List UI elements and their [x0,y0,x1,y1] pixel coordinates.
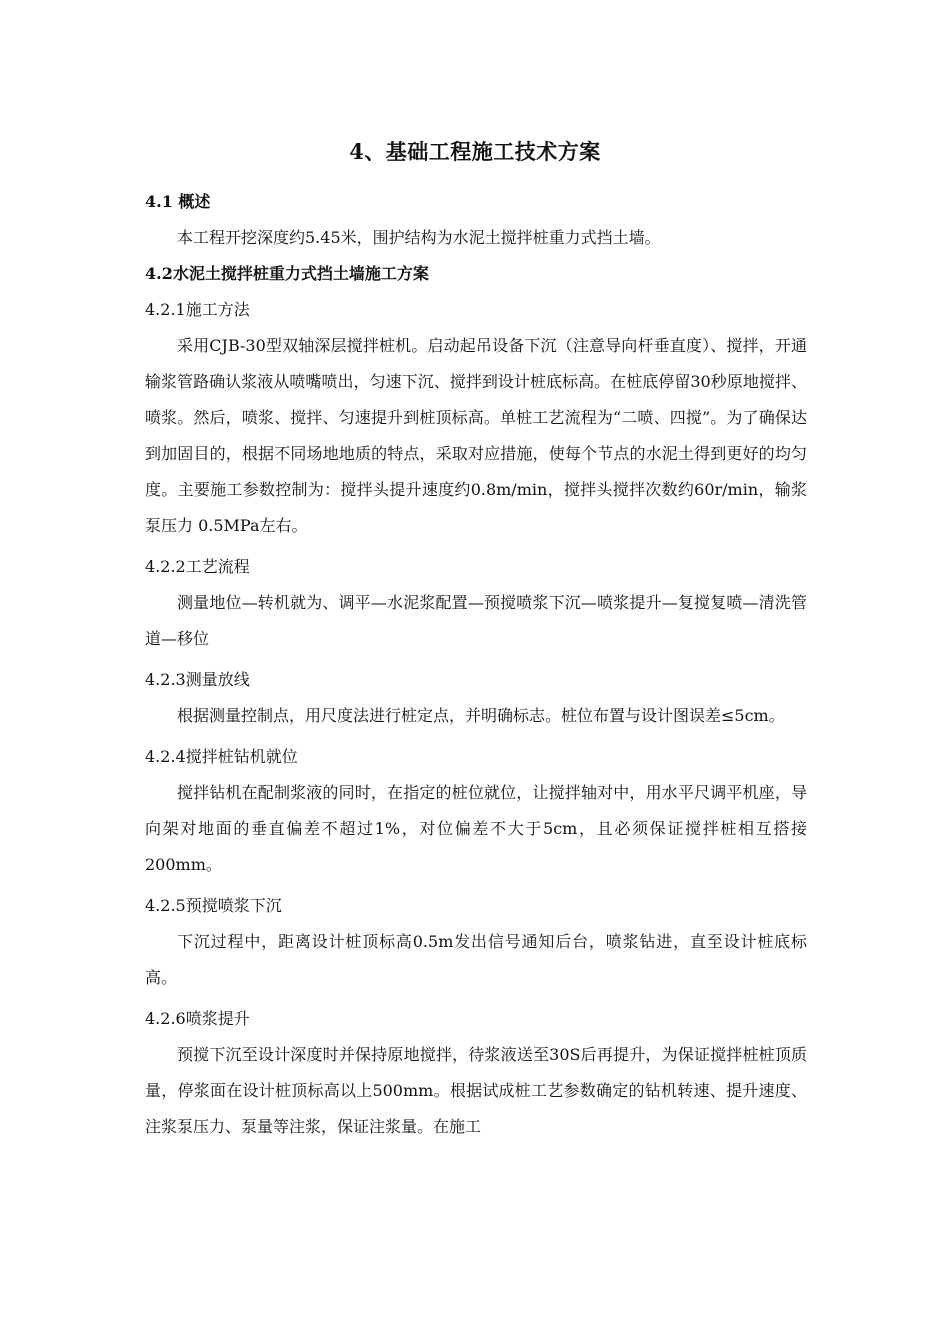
paragraph-survey-layout: 根据测量控制点，用尺度法进行桩定点，并明确标志。桩位布置与设计图误差≤5cm。 [177,706,785,725]
subsection-heading-4-2-6: 4.2.6喷浆提升 [145,1009,250,1028]
paragraph-pre-stir-sinking: 下沉过程中，距离设计桩顶标高0.5m发出信号通知后台，喷浆钻进，直至设计桩底标高。 [145,932,807,987]
subsection-heading-4-2-4: 4.2.4搅拌桩钻机就位 [145,747,298,766]
subsection-heading-4-2-3: 4.2.3测量放线 [145,670,250,689]
paragraph-rig-positioning: 搅拌钻机在配制浆液的同时，在指定的桩位就位，让搅拌轴对中，用水平尺调平机座，导向架对地面的垂直偏差不超过1%，对位偏差不大于5cm，且必须保证搅拌桩相互搭接200mm。 [145,783,807,874]
document-title: 4、基础工程施工技术方案 [349,139,601,164]
subsection-heading-4-2-1: 4.2.1施工方法 [145,300,250,319]
paragraph-process-flow: 测量地位—转机就为、调平—水泥浆配置—预搅喷浆下沉—喷浆提升—复搅复喷—清洗管道—移位 [145,593,807,648]
subsection-heading-4-2-2: 4.2.2工艺流程 [145,557,250,576]
section-heading-4-1: 4.1 概述 [145,192,211,211]
section-heading-4-2: 4.2水泥土搅拌桩重力式挡土墙施工方案 [145,264,429,283]
paragraph-overview: 本工程开挖深度约5.45米，围护结构为水泥土搅拌桩重力式挡土墙。 [177,228,661,247]
document-body [145,188,807,1154]
subsection-heading-4-2-5: 4.2.5预搅喷浆下沉 [145,896,282,915]
paragraph-grout-lifting: 预搅下沉至设计深度时并保持原地搅拌，待浆液送至30S后再提升，为保证搅拌桩桩顶质量，停浆面在设计桩顶标高以上500mm。根据试成桩工艺参数确定的钻机转速、提升速度、注浆泵压力、泵量等注浆，保证注浆量。在施工 [145,1045,807,1136]
paragraph-construction-method: 采用CJB-30型双轴深层搅拌桩机。启动起吊设备下沉（注意导向杆垂直度）、搅拌，开通输浆管路确认浆液从喷嘴喷出，匀速下沉、搅拌到设计桩底标高。在桩底停留30秒原地搅拌、喷浆。然后，喷浆、搅拌、匀速提升到桩顶标高。单桩工艺流程为“二喷、四搅”。为了确保达到加固目的，根据不同场地地质的特点，采取对应措施，使每个节点的水泥土得到更好的均匀度。主要施工参数控制为：搅拌头提升速度约0.8m/min，搅拌头搅拌次数约60r/min，输浆泵压力 0.5MPa左右。 [145,336,807,535]
